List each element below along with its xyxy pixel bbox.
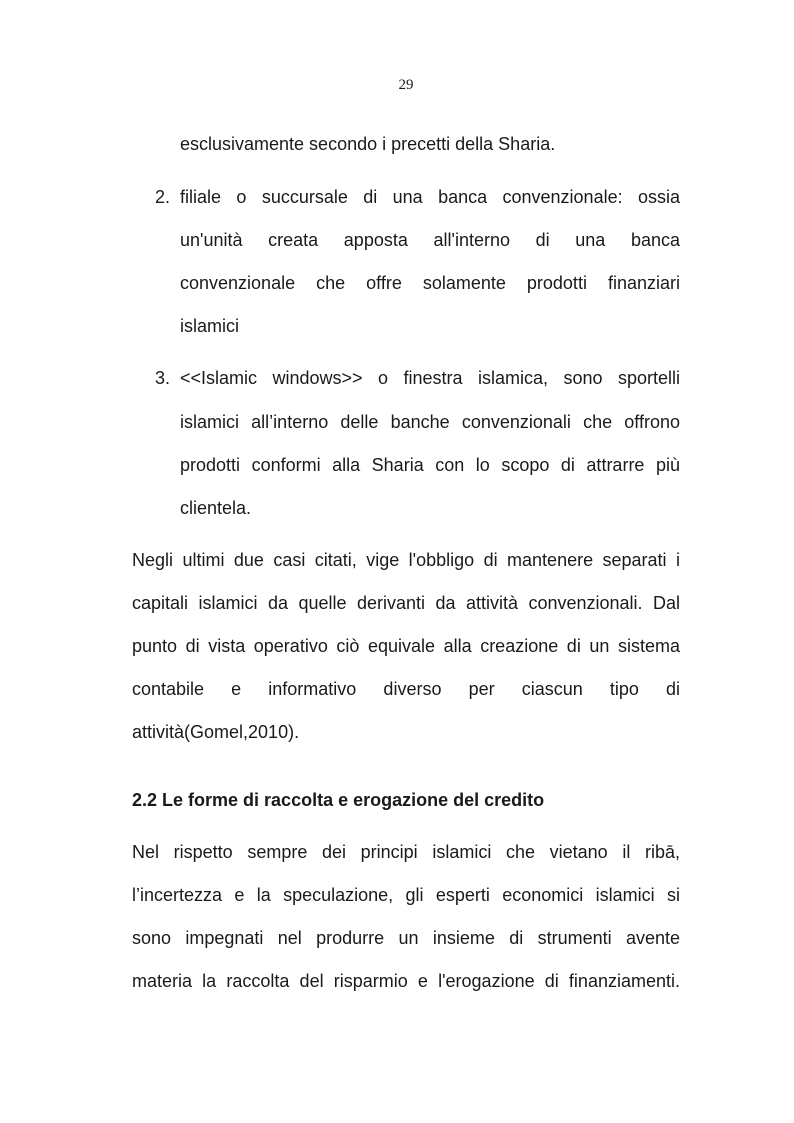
list-item-3-line-1: <<Islamic windows>> o finestra islamica, sono sportelli (180, 368, 680, 388)
list-item-3-number: 3. (155, 368, 171, 388)
list-item-2-line-2: un'unità creata apposta all'interno di una banca (180, 230, 680, 250)
list-item-2-line-4: islamici (180, 316, 240, 336)
page-number: 29 (398, 77, 414, 93)
list-item-2-line-1: filiale o succursale di una banca convenzionale: ossia (180, 187, 680, 207)
list-item-2-line-3: convenzionale che offre solamente prodotti finanziari (180, 273, 680, 293)
paragraph-1-line-1: Negli ultimi due casi citati, vige l'obbligo di mantenere separati i (132, 550, 680, 570)
paragraph-1-line-5: attività(Gomel,2010). (132, 722, 300, 742)
paragraph-1-line-2: capitali islamici da quelle derivanti da attività convenzionali. Dal (132, 593, 680, 613)
paragraph-2-line-2: l’incertezza e la speculazione, gli esperti economici islamici si (132, 885, 680, 905)
list-item-3-line-2: islamici all’interno delle banche convenzionali che offrono (180, 412, 680, 432)
list-item-2-number: 2. (155, 187, 171, 207)
list-item-3-line-4: clientela. (180, 498, 252, 518)
paragraph-2-line-4: materia la raccolta del risparmio e l'erogazione di finanziamenti. (132, 971, 680, 991)
paragraph-1-line-4: contabile e informativo diverso per ciascun tipo di (132, 679, 680, 699)
paragraph-2-line-3: sono impegnati nel produrre un insieme di strumenti avente (132, 928, 680, 948)
section-heading: 2.2 Le forme di raccolta e erogazione del credito (132, 790, 545, 810)
paragraph-2-line-1: Nel rispetto sempre dei principi islamici che vietano il ribā, (132, 842, 680, 862)
list-item-1-continuation: esclusivamente secondo i precetti della Sharia. (180, 134, 556, 154)
paragraph-1-line-3: punto di vista operativo ciò equivale alla creazione di un sistema (132, 636, 680, 656)
list-item-3-line-3: prodotti conformi alla Sharia con lo scopo di attrarre più (180, 455, 680, 475)
